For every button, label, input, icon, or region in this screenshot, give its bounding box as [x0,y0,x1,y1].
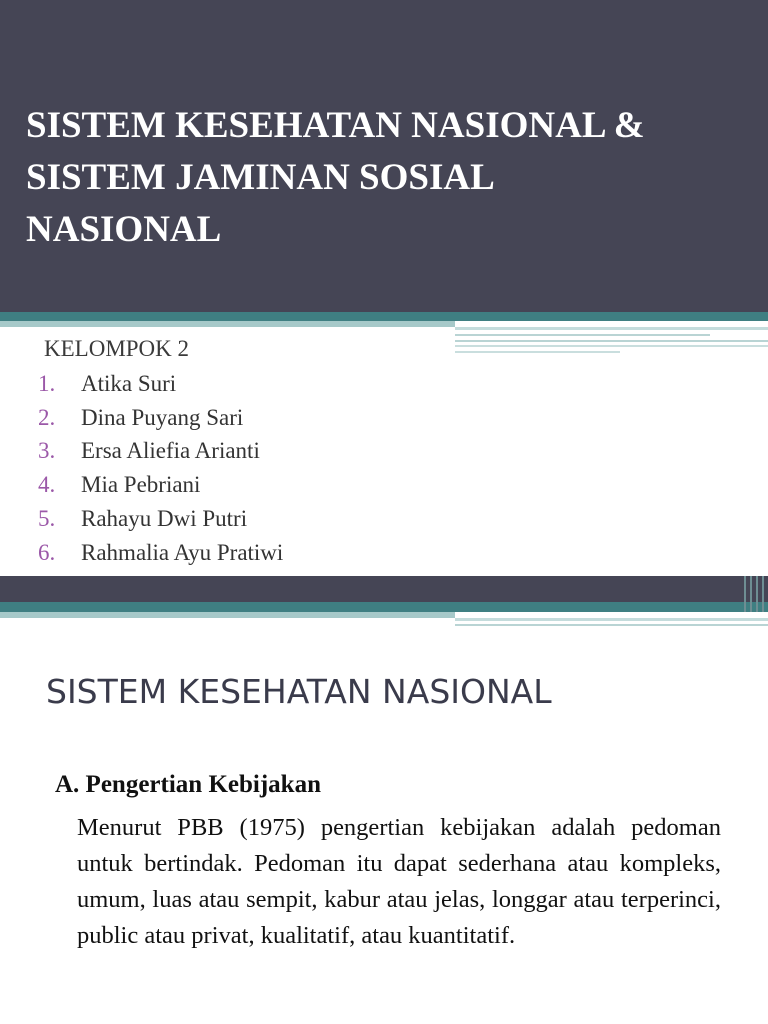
member-name: Ersa Aliefia Arianti [81,438,260,464]
list-number: 4. [38,472,56,498]
vertical-tick [744,576,746,612]
slide1-header [0,0,768,312]
slide2-heading: SISTEM KESEHATAN NASIONAL [46,672,552,711]
list-item [38,401,283,435]
group-label: KELOMPOK 2 [44,336,190,361]
member-name: Mia Pebriani [81,472,201,498]
title-line: SISTEM KESEHATAN NASIONAL & [26,105,645,146]
member-name: Atika Suri [81,370,177,396]
member-name: Rahayu Dwi Putri [81,506,248,532]
accent-line [455,351,620,353]
list-item [38,502,283,536]
accent-line [455,334,710,336]
accent-line [455,327,768,330]
list-number: 1. [38,370,56,396]
member-name: Dina Puyang Sari [81,404,244,430]
slide1-title [26,100,756,256]
accent-line [455,345,768,347]
teal-band [0,602,768,612]
list-item [38,468,283,502]
accent-line [455,624,768,626]
list-number: 5. [38,506,56,532]
list-number: 2. [38,404,56,430]
section-body: Menurut PBB (1975) pengertian kebijakan adalah pedoman untuk bertindak. Pedoman itu dapat sederhana atau kompleks, umum, luas atau sempit, kabur atau jelas, longgar atau terperinci, public atau privat, kualitatif, atau kuantitatif. [77,814,721,949]
list-item [38,435,283,469]
vertical-tick [762,576,764,612]
accent-line [455,618,768,621]
list-number: 6. [38,539,56,565]
member-name: Rahmalia Ayu Pratiwi [81,539,284,565]
title-line: NASIONAL [26,209,222,250]
member-list [38,367,283,570]
light-teal-band [0,321,455,327]
section-heading: A. Pengertian Kebijakan [55,771,321,798]
light-teal-band [0,612,455,618]
vertical-tick [750,576,752,612]
list-item [38,536,283,570]
vertical-tick [756,576,758,612]
teal-band [0,312,768,321]
list-number: 3. [38,438,56,464]
title-line: SISTEM JAMINAN SOSIAL [26,157,495,198]
list-item [38,367,283,401]
dark-band [0,576,768,602]
accent-line [455,340,768,342]
